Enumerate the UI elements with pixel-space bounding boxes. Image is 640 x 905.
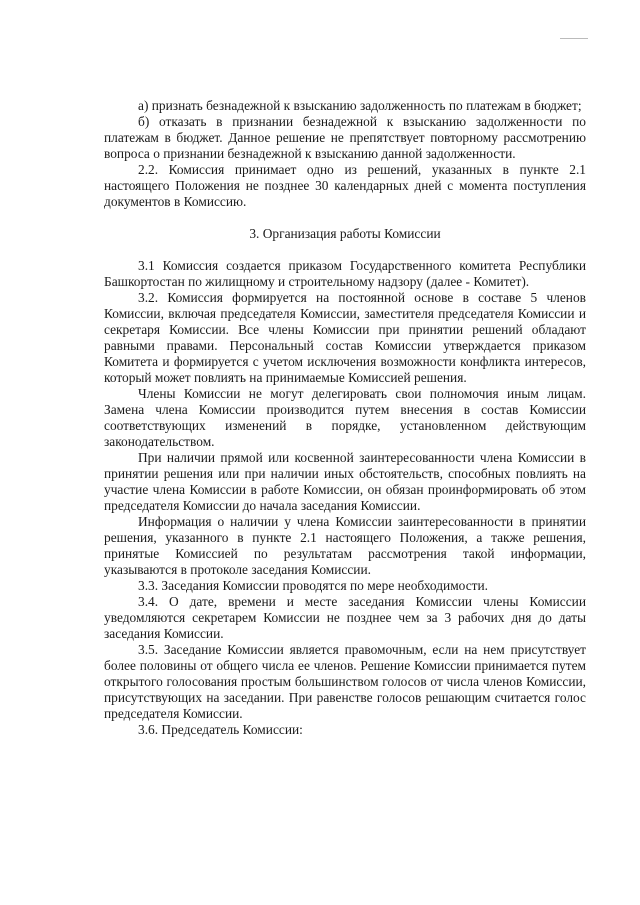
paragraph-3-4: 3.4. О дате, времени и месте заседания Комиссии члены Комиссии уведомляются секретарем Комиссии не позднее чем за 3 рабочих дня до даты заседания Комиссии. [104, 594, 586, 641]
paragraph-members: Члены Комисcии не могут делегировать свои полномочия иным лицам. Замена члена Комиссии производится путем внесения в состав Комиссии соответствующих изменений в порядке, установленном действующим законодательством. [104, 386, 586, 449]
paragraph-interest: При наличии прямой или косвенной заинтересованности члена Комиссии в принятии решения или при наличии иных обстоятельств, способных повлиять на участие члена Комиссии в работе Комиссии, он обязан проинформировать об этом председателя Комиссии до начала заседания Комиссии. [104, 450, 586, 513]
document-body [104, 98, 586, 738]
paragraph-3-6: 3.6. Председатель Комиссии: [138, 722, 303, 737]
paragraph-a: а) признать безнадежной к взысканию задолженность по платежам в бюджет; [138, 98, 582, 113]
paragraph-2-2: 2.2. Комиссия принимает одно из решений, указанных в пункте 2.1 настоящего Положения не позднее 30 календарных дней с момента поступления документов в Комиссию. [104, 162, 586, 209]
section-heading: 3. Организация работы Комиссии [249, 226, 441, 241]
paragraph-3-3: 3.3. Заседания Комиссии проводятся по мере необходимости. [138, 578, 489, 593]
paragraph-info: Информация о наличии у члена Комиссии заинтересованности в принятии решения, указанного в пункте 2.1 настоящего Положения, а также решения, принятые Комиссией по результатам рассмотрения такой информации, указываются в протоколе заседания Комиссии. [104, 514, 586, 577]
paragraph-3-5: 3.5. Заседание Комиссии является правомочным, если на нем присутствует более половины от общего числа ее членов. Решение Комиссии принимается путем открытого голосования простым большинством голосов от числа членов Комиссии, присутствующих на заседании. При равенстве голосов решающим считается голос председателя Комиссии. [104, 642, 586, 721]
paragraph-3-2: 3.2. Комиссия формируется на постоянной основе в составе 5 членов Комиссии, включая председателя Комиссии, заместителя председателя Комиссии и секретаря Комиссии. Все члены Комиссии при принятии решений обладают равными правами. Персональный состав Комиссии утверждается приказом Комитета и формируется с учетом исключения возможности конфликта интересов, который может повлиять на принимаемые Комиссией решения. [104, 290, 586, 385]
paragraph-b: б) отказать в признании безнадежной к взысканию задолженности по платежам в бюджет. Данное решение не препятствует повторному рассмотрению вопроса о признании безнадежной к взысканию данной задолженности. [104, 114, 586, 161]
scan-mark [560, 38, 588, 39]
paragraph-3-1: 3.1 Комиссия создается приказом Государственного комитета Республики Башкортостан по жилищному и строительному надзору (далее - Комитет). [104, 258, 586, 289]
